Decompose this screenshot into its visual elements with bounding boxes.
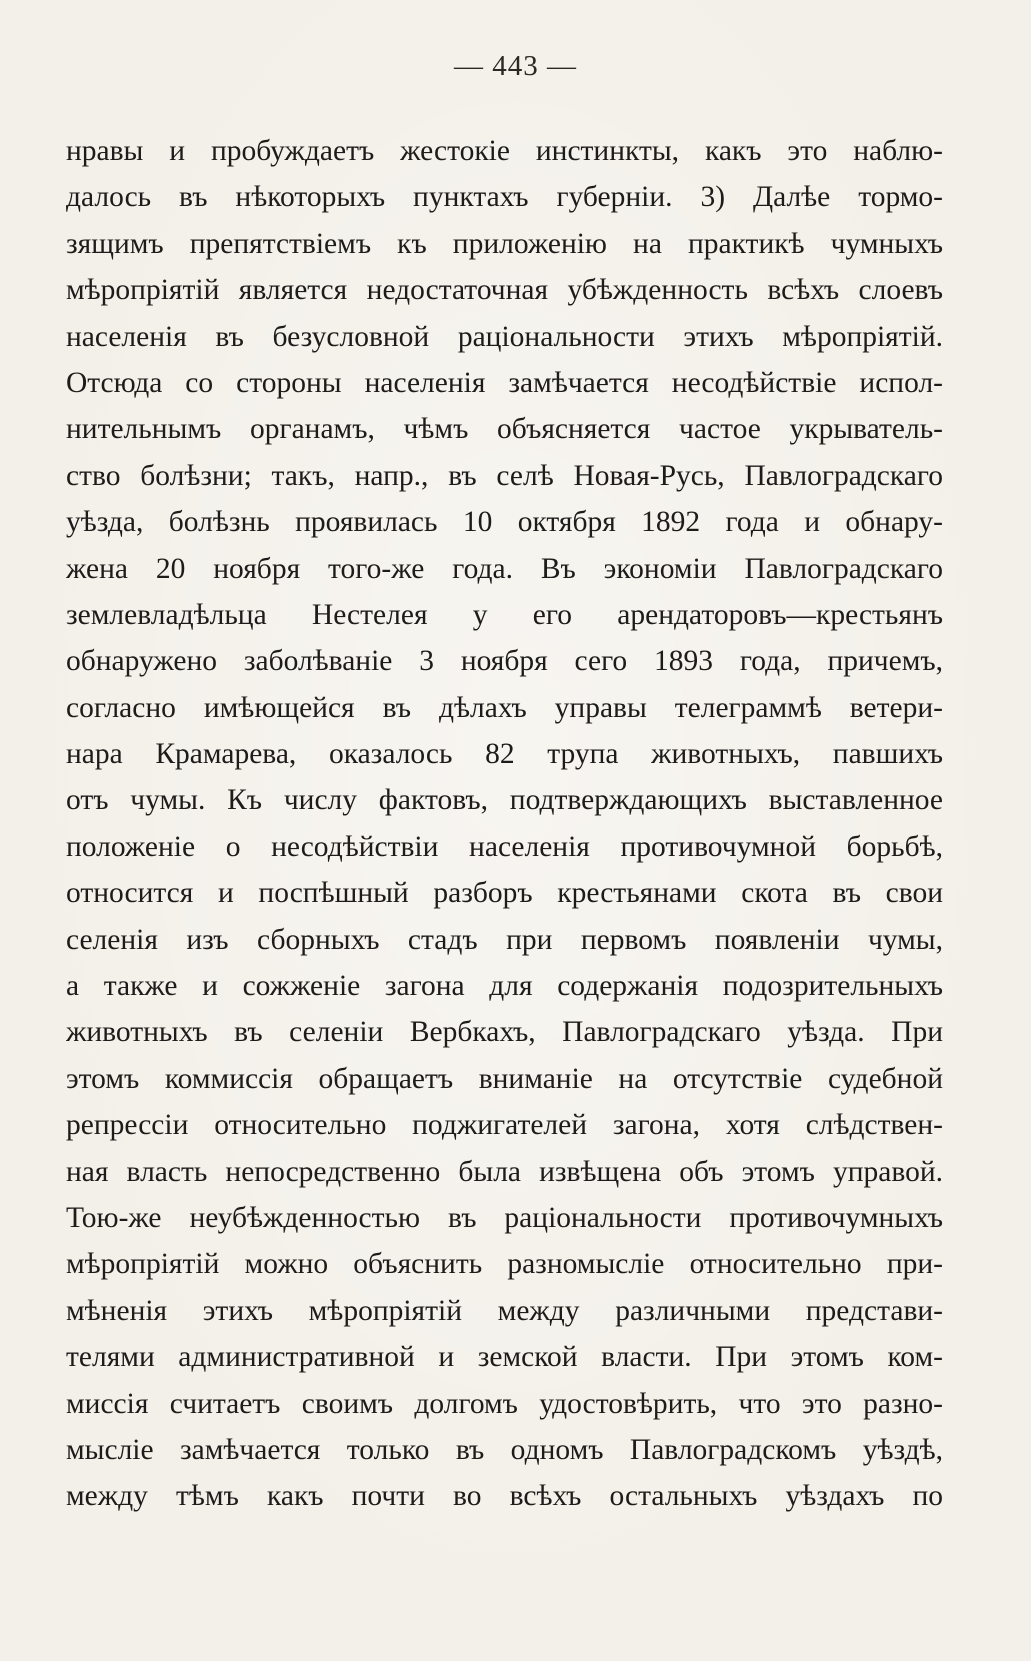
- text-line: Отсюда со стороны населенія замѣчается несодѣйствіе испол-: [66, 366, 943, 399]
- text-line: Тою-же неубѣжденностью въ раціональности противочумныхъ: [66, 1201, 943, 1234]
- text-line: зящимъ препятствіемъ къ приложенію на практикѣ чумныхъ: [66, 227, 943, 260]
- text-line: отъ чумы. Къ числу фактовъ, подтверждающихъ выставленное: [66, 784, 943, 817]
- text-line: а также и сожженіе загона для содержанія подозрительныхъ: [66, 970, 943, 1003]
- text-line: нительнымъ органамъ, чѣмъ объясняется частое укрыватель-: [66, 413, 943, 446]
- text-line: миссія считаетъ своимъ долгомъ удостовѣрить, что это разно-: [66, 1387, 943, 1420]
- text-line: животныхъ въ селеніи Вербкахъ, Павлоградскаго уѣзда. При: [66, 1016, 943, 1049]
- text-line: обнаружено заболѣваніе 3 ноября сего 1893 года, причемъ,: [66, 645, 943, 678]
- text-line: согласно имѣющейся въ дѣлахъ управы телеграммѣ ветери-: [66, 691, 943, 724]
- text-line: относится и поспѣшный разборъ крестьянами скота въ свои: [66, 877, 943, 910]
- text-line: мѣненія этихъ мѣропріятій между различными представи-: [66, 1294, 943, 1327]
- text-line: селенія изъ сборныхъ стадъ при первомъ появленіи чумы,: [66, 923, 943, 956]
- text-line: этомъ коммиссія обращаетъ вниманіе на отсутствіе судебной: [66, 1062, 943, 1095]
- text-line: уѣзда, болѣзнь проявилась 10 октября 1892 года и обнару-: [66, 506, 943, 539]
- text-line: нравы и пробуждаетъ жестокіе инстинкты, какъ это наблю-: [66, 135, 943, 167]
- text-line: мѣропріятій является недостаточная убѣжденность всѣхъ слоевъ: [66, 274, 943, 307]
- text-line: репрессіи относительно поджигателей загона, хотя слѣдствен-: [66, 1109, 943, 1142]
- text-line: населенія въ безусловной раціональности этихъ мѣропріятій.: [66, 320, 943, 353]
- text-line: жена 20 ноября того-же года. Въ экономіи Павлоградскаго: [66, 552, 943, 585]
- text-line: мысліе замѣчается только въ одномъ Павлоградскомъ уѣздѣ,: [66, 1433, 943, 1466]
- text-line: ство болѣзни; такъ, напр., въ селѣ Новая-Русь, Павлоградскаго: [66, 459, 943, 492]
- text-line: между тѣмъ какъ почти во всѣхъ остальныхъ уѣздахъ по: [66, 1480, 943, 1513]
- text-line: мѣропріятій можно объяснить разномысліе относительно при-: [66, 1248, 943, 1281]
- text-line: далось въ нѣкоторыхъ пунктахъ губерніи. 3) Далѣе тормо-: [66, 181, 943, 214]
- text-line: положеніе о несодѣйствіи населенія противочумной борьбѣ,: [66, 830, 943, 863]
- text-line: телями административной и земской власти. При этомъ ком-: [66, 1341, 943, 1374]
- text-line: землевладѣльца Нестелея у его арендаторовъ—крестьянъ: [66, 598, 943, 631]
- text-line: ная власть непосредственно была извѣщена объ этомъ управой.: [66, 1155, 943, 1188]
- page-number: — 443 —: [454, 50, 577, 82]
- body-text: [66, 128, 943, 1520]
- text-line: нара Крамарева, оказалось 82 трупа животныхъ, павшихъ: [66, 738, 943, 771]
